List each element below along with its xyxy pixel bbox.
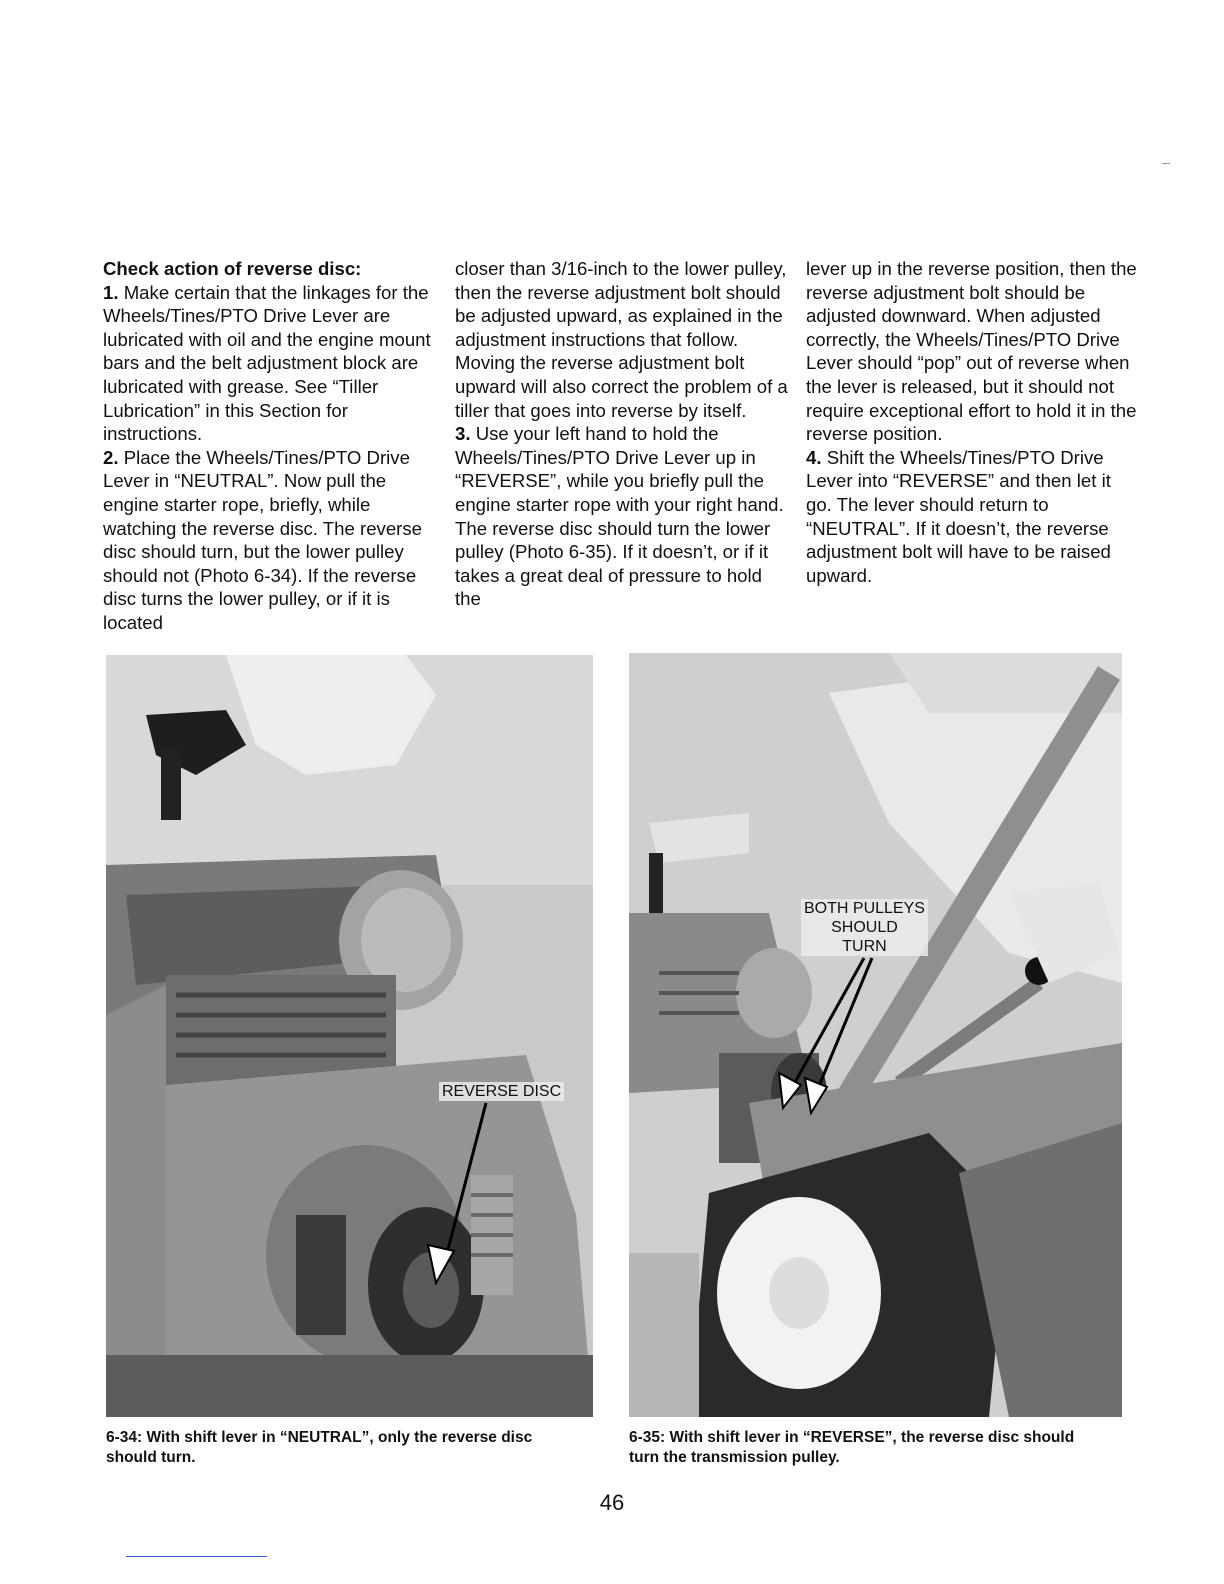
caption-6-34: 6-34: With shift lever in “NEUTRAL”, only the reverse disc should turn.: [106, 1429, 533, 1466]
text-column-1: [103, 257, 438, 635]
photo-6-35: [629, 653, 1122, 1417]
section-heading: Check action of reverse disc:: [103, 258, 362, 279]
page-number: 46: [599, 1490, 625, 1515]
photo-6-35-illustration: [629, 653, 1122, 1417]
footer-rule: [126, 1556, 267, 1557]
scan-mark: [1162, 163, 1170, 164]
text-column-3: [806, 257, 1141, 587]
step-1: 1. Make certain that the linkages for the Wheels/Tines/PTO Drive Lever are lubricated with oil and the engine mount bars and the belt adjustment block are lubricated with grease. See “Tiller Lubrication” in this Section for instructions.: [103, 281, 431, 445]
photo-6-34-illustration: [106, 655, 593, 1417]
step-2: 2. Place the Wheels/Tines/PTO Drive Lever in “NEUTRAL”. Now pull the engine starter rope, briefly, while watching the reverse disc. The reverse disc should turn, but the lower pulley should not (Photo 6-34). If the reverse disc turns the lower pulley, or if it is located: [103, 446, 422, 633]
callout-reverse-disc: REVERSE DISC: [439, 1082, 564, 1101]
caption-6-35: 6-35: With shift lever in “REVERSE”, the reverse disc should turn the transmission pulley.: [629, 1429, 1075, 1466]
text-column-2: [455, 257, 790, 611]
step-3-continued: lever up in the reverse position, then the reverse adjustment bolt should be adjusted downward. When adjusted correctly, the Wheels/Tines/PTO Drive Lever should “pop” out of reverse when the lever is released, but it should not require exceptional effort to hold it in the reverse position.: [806, 258, 1137, 445]
step-4: 4. Shift the Wheels/Tines/PTO Drive Lever into “REVERSE” and then let it go. The lever should return to “NEUTRAL”. If it doesn’t, the reverse adjustment bolt will have to be raised upward.: [806, 446, 1111, 586]
step-3: 3. Use your left hand to hold the Wheels/Tines/PTO Drive Lever up in “REVERSE”, while you briefly pull the engine starter rope with your right hand. The reverse disc should turn the lower pulley (Photo 6-35). If it doesn’t, or if it takes a great deal of pressure to hold the: [455, 423, 784, 610]
photo-6-34: [106, 655, 593, 1417]
callout-both-pulleys: BOTH PULLEYS SHOULD TURN: [801, 899, 928, 956]
step-2-continued: closer than 3/16-inch to the lower pulley, then the reverse adjustment bolt should be adjusted upward, as explained in the adjustment instructions that follow. Moving the reverse adjustment bolt upward will also correct the problem of a tiller that goes into reverse by itself.: [455, 258, 788, 421]
